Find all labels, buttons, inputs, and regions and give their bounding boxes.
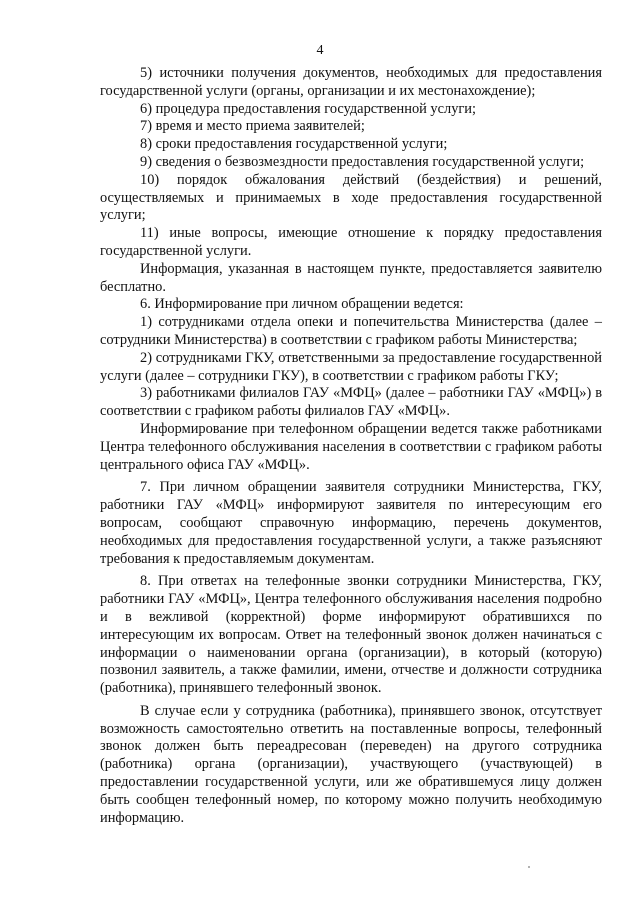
paragraph-information-free: Информация, указанная в настоящем пункте, предоставляется заявителю бесплатно.: [100, 260, 602, 295]
paragraph-item-5-document-sources: 5) источники получения документов, необходимых для предоставления государственной услуги (органы, организации и их местонахождение);: [100, 65, 602, 99]
paragraph-item-6-procedure: 6) процедура предоставления государственной услуги;: [140, 100, 476, 117]
paragraph-item-9-free-of-charge: 9) сведения о безвозмездности предоставления государственной услуги;: [140, 153, 585, 170]
paragraph-mfc-staff: 3) работниками филиалов ГАУ «МФЦ» (далее – работники ГАУ «МФЦ») в соответствии с графиком работы филиалов ГАУ «МФЦ».: [100, 385, 602, 420]
paragraph-gku-staff: 2) сотрудниками ГКУ, ответственными за предоставление государственной услуги (далее – сотрудники ГКУ), в соответствии с графиком работы ГКУ;: [100, 349, 602, 384]
scan-speck: [528, 866, 530, 868]
paragraph-item-7-reception-time: 7) время и место приема заявителей;: [140, 118, 365, 135]
paragraph-ministry-staff: 1) сотрудниками отдела опеки и попечительства Министерства (далее – сотрудники Министерства) в соответствии с графиком работы Министерства;: [100, 314, 602, 348]
paragraph-item-8-service-terms: 8) сроки предоставления государственной услуги;: [140, 136, 448, 153]
document-body: [100, 65, 602, 827]
paragraph-item-10-appeal-procedure: 10) порядок обжалования действий (бездействия) и решений, осуществляемых и принимаемых в ходе предоставления государственной услуги;: [100, 171, 602, 224]
paragraph-phone-informing: Информирование при телефонном обращении ведется также работниками Центра телефонного обслуживания населения в соответствии с графиком работы центрального офиса ГАУ «МФЦ».: [100, 420, 602, 473]
paragraph-item-11-other-questions: 11) иные вопросы, имеющие отношение к порядку предоставления государственной услуги.: [100, 225, 602, 259]
page-number: 4: [316, 43, 324, 58]
paragraph-section-7: 7. При личном обращении заявителя сотрудники Министерства, ГКУ, работники ГАУ «МФЦ» информируют заявителя по интересующим его вопросам, сообщают справочную информацию, перечень документов, необходимых для предоставления государственной услуги, а также разъясняют требования к предоставляемым документам.: [100, 479, 602, 567]
paragraph-section-6-heading: 6. Информирование при личном обращении ведется:: [140, 296, 464, 313]
paragraph-section-8: 8. При ответах на телефонные звонки сотрудники Министерства, ГКУ, работники ГАУ «МФЦ», Центра телефонного обслуживания населения подробно и в вежливой (корректной) форме информируют обратившихся по интересующим их вопросам. Ответ на телефонный звонок должен начинаться с информации о наименовании органа (организации), в который (которую) позвонил заявитель, а также фамилии, имени, отчестве и должности сотрудника (работника), принявшего телефонный звонок.: [100, 573, 602, 697]
paragraph-call-redirect: В случае если у сотрудника (работника), принявшего звонок, отсутствует возможность самостоятельно ответить на поставленные вопросы, телефонный звонок должен быть переадресован (переведен) на другого сотрудника (работника) органа (организации), участвующего (участвующей) в предоставлении государственной услуги, или же обратившемуся лицу должен быть сообщен телефонный номер, по которому можно получить необходимую информацию.: [100, 702, 602, 826]
